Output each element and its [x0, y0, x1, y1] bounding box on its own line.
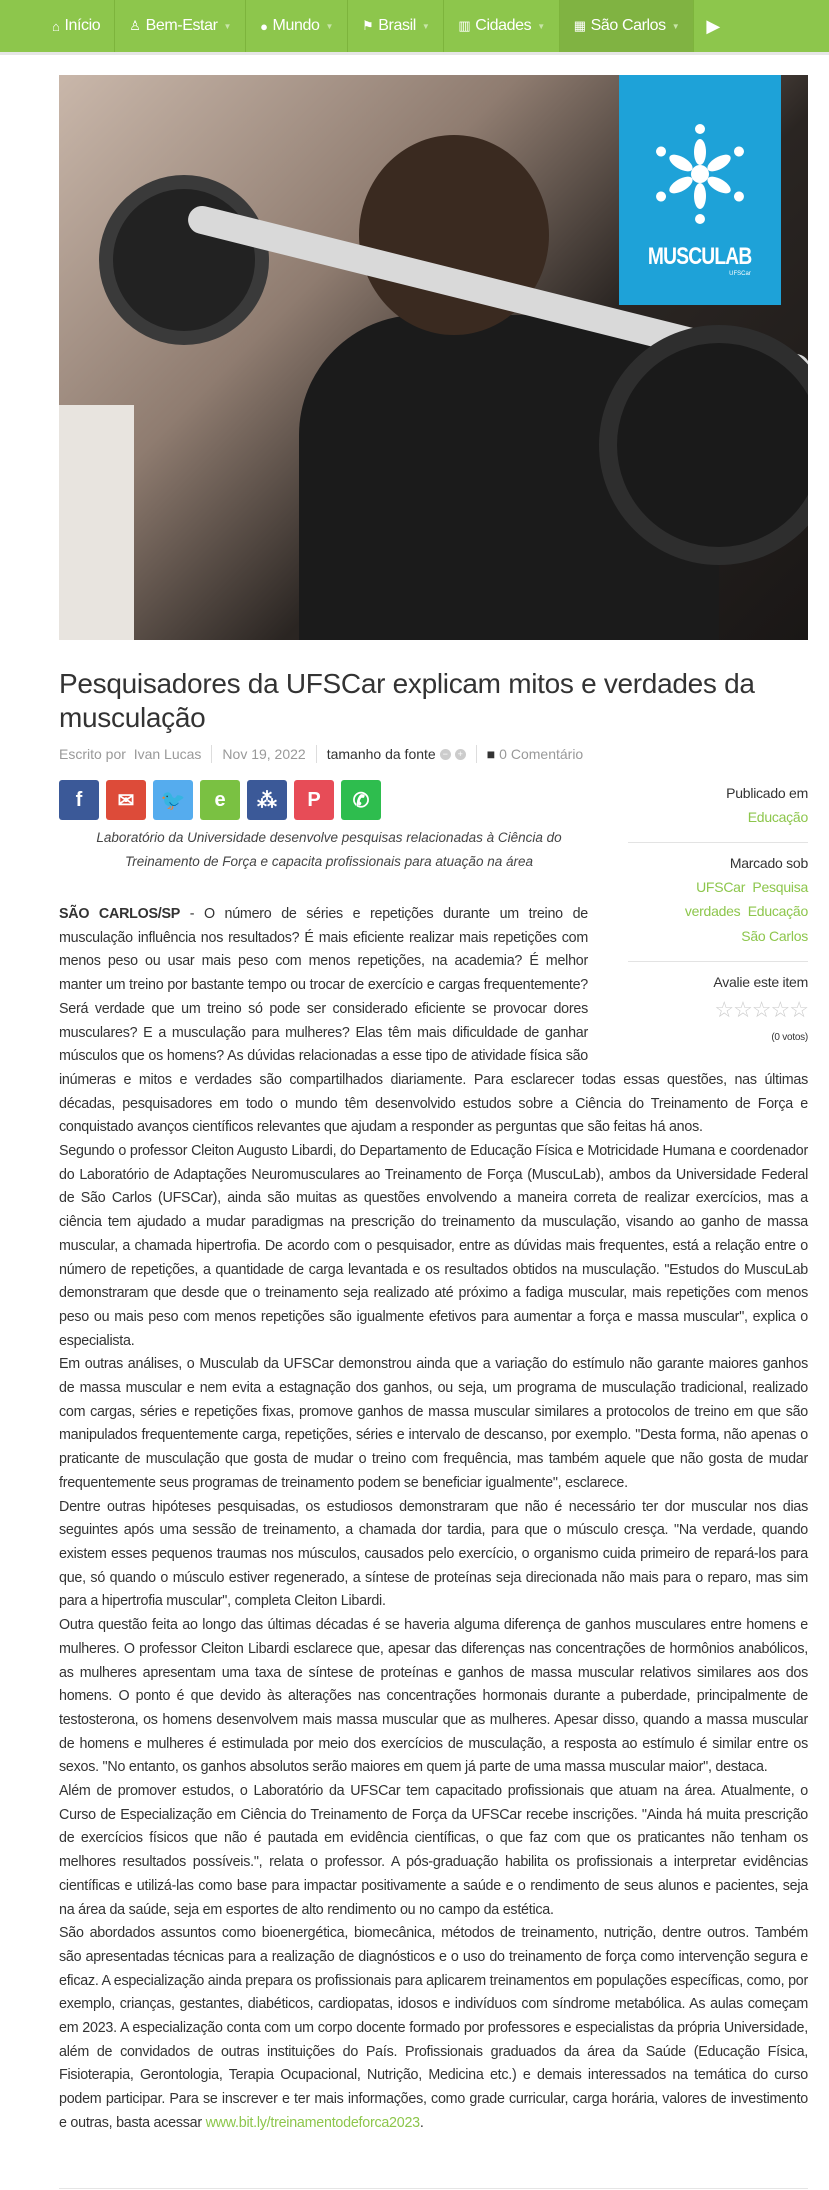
logo-subtext: UFSCar — [729, 271, 751, 277]
share-buttons — [59, 780, 381, 820]
tag-link[interactable]: São Carlos — [741, 928, 808, 945]
comments-link[interactable]: 0 Comentário — [499, 746, 584, 762]
tag-link[interactable]: UFSCar — [696, 878, 746, 895]
logo-text: MUSCULAB — [648, 243, 752, 270]
article-caption: Laboratório da Universidade desenvolve pesquisas relacionadas à Ciência do Treinamento de Força e capacita profissionais para atuação na área — [96, 830, 562, 869]
twitter-icon: 🐦 — [160, 789, 186, 812]
article-date: Nov 19, 2022 — [222, 746, 306, 762]
email-share-button[interactable] — [106, 780, 146, 820]
twitter-share-button[interactable] — [153, 780, 193, 820]
photo-person-leg — [59, 405, 134, 640]
myspace-share-button[interactable] — [247, 780, 287, 820]
nav-item-sao-carlos[interactable]: ▦ São Carlos ▼ — [560, 0, 695, 52]
font-increase-button[interactable]: + — [455, 749, 466, 760]
rating-stars — [628, 998, 808, 1022]
article-meta — [59, 745, 583, 763]
tagged-label: Marcado sob — [729, 854, 808, 871]
category-link[interactable]: Educação — [747, 809, 808, 825]
facebook-share-button[interactable] — [59, 780, 99, 820]
rate-label: Avalie este item — [713, 973, 808, 990]
musculab-logo — [619, 75, 781, 305]
home-icon: ⌂ — [52, 18, 60, 34]
pinterest-icon: P — [307, 788, 321, 811]
building-icon: ▦ — [573, 18, 586, 33]
divider — [211, 745, 212, 763]
paragraph: Em outras análises, o Musculab da UFSCar demonstrou ainda que a variação do estímulo não garante maiores ganhos de massa muscular e nem evita a estagnação dos ganhos, ou seja, um programa de musculação tradicional, realizado com cargas, séries e repetições fixas, promove ganhos de massa muscular similares a protocolos de treino em que são manipulados frequentemente carga, repetições, séries e intervalo de descanso, por exemplo. "Desta forma, não apenas o praticante de musculação que gosta de mudar o treino com frequência, mas também aquele que não gosta de mudar frequentemente seus programas de treinamento podem se beneficiar igualmente", esclarece. — [59, 1356, 808, 1491]
paragraph: Outra questão feita ao longo das últimas décadas é se haveria alguma diferença de ganhos musculares entre homens e mulheres. O professor Cleiton Libardi esclarece que, apesar das diferenças nas concentrações de hormônios anabólicos, as mulheres apresentam uma taxa de síntese de proteínas e ganhos de massa muscular relativos similares aos dos homens. O ponto é que devido às alterações nas concentrações hormonais durante a puberdade, principalmente de testosterona, os homens desenvolvem mais massa muscular que as mulheres. Apesar disso, quando a massa muscular de homens e mulheres é estimulada por meio dos exercícios de musculação, a resposta ao estímulo é similar entre os sexos. "No entanto, os ganhos absolutos serão maiores em quem já parte de uma massa muscular maior", destaca. — [59, 1617, 808, 1776]
nav-item-mundo[interactable]: ● Mundo ▼ — [246, 0, 348, 52]
star-icon[interactable]: ☆ — [751, 996, 771, 1022]
course-link[interactable]: www.bit.ly/treinamentodeforca2023 — [205, 2114, 420, 2131]
article-title: Pesquisadores da UFSCar explicam mitos e verdades da musculação — [59, 668, 755, 733]
star-icon[interactable]: ☆ — [714, 996, 734, 1022]
map-icon: ▥ — [458, 18, 471, 33]
chevron-down-icon: ▼ — [325, 21, 333, 31]
play-arrow-icon: ▶ — [706, 15, 721, 36]
divider — [316, 745, 317, 763]
chevron-down-icon: ▼ — [223, 21, 232, 31]
published-block — [628, 773, 808, 843]
paragraph: Além de promover estudos, o Laboratório da UFSCar tem capacitado profissionais que atuam na área. Atualmente, o Curso de Especialização em Ciência do Treinamento de Força da UFSCar recebe inscrições. "Ainda há muita prescrição de exercícios físicos que não é pautada em evidência científicas, o que faz com que os praticantes não tenham os melhores resultados possíveis.", relata o professor. A pós-graduação habilita os profissionais a interpretar evidências científicas e utilizá-las como base para impactar positivamente a saúde e o rendimento de seus alunos e pacientes, seja na área da saúde, seja em esportes de alto rendimento ou no campo da estética. — [59, 1783, 808, 1918]
evernote-icon: e — [214, 788, 226, 811]
paragraph-text: São abordados assuntos como bioenergética, biomecânica, métodos de treinamento, nutrição, dentre outros. Também são apresentadas técnicas para a realização de diagnósticos e o uso do treinamento de força como intervenção segura e eficaz. A especialização ainda prepara os profissionais para aplicarem treinamentos em populações específicas, como, por exemplo, crianças, gestantes, diabéticos, cardiopatas, idosos e indivíduos com síndrome metabólica. As aulas começam em 2023. A especialização conta com um corpo docente formado por professores e especialistas da própria Universidade, além de convidados de outras instituições do País. Profissionais graduados da área da Saúde (Educação Física, Fisioterapia, Gerontologia, Terapia Ocupacional, Nutrição, Medicina etc.) e demais interessados na temática do curso podem participar. Para se inscrever e ter mais informações, como grade curricular, carga horária, valores de investimento e outras, basta acessar — [59, 1925, 808, 2131]
nav-item-inicio[interactable]: ⌂ Início — [38, 0, 115, 52]
chevron-down-icon: ▼ — [421, 21, 430, 31]
star-icon[interactable]: ☆ — [733, 996, 752, 1022]
rating-block — [628, 962, 808, 1061]
whatsapp-share-button[interactable] — [341, 780, 381, 820]
top-navigation — [0, 0, 829, 55]
email-icon: ✉ — [117, 789, 135, 812]
pinterest-share-button[interactable] — [294, 780, 334, 820]
paragraph: Segundo o professor Cleiton Augusto Libardi, do Departamento de Educação Física e Motricidade Humana e coordenador do Laboratório de Adaptações Neuromusculares ao Treinamento de Força (MuscuLab), ambos da Universidade Federal de São Carlos (UFSCar), ainda são muitas as questões envolvendo a maneira correta de realizar exercícios, mas a ciência tem ajudado a mudar paradigmas na prescrição do treinamento da musculação, visando ao ganho de massa muscular, a chamada hipertrofia. De acordo com o pesquisador, entre as dúvidas mais frequentes, está a relação entre o número de repetições, a quantidade de carga levantada e os resultados obtidos na musculação. "Estudos do MuscuLab demonstraram que desde que o treinamento seja realizado até próximo a fadiga muscular, mais repetições com menos peso ou mais peso com menos repetições são igualmente efetivos para aumentar a força e massa muscular", explica o especialista. — [59, 1143, 808, 1349]
article-sidebar — [628, 773, 808, 1061]
written-by-label: Escrito por — [59, 746, 126, 762]
person-icon: ♙ — [129, 18, 141, 33]
punctuation: . — [419, 2114, 424, 2131]
chevron-down-icon: ▼ — [537, 21, 545, 31]
star-icon[interactable]: ☆ — [770, 996, 790, 1022]
whatsapp-icon: ✆ — [352, 789, 370, 812]
nav-item-brasil[interactable]: ⚑ Brasil ▼ — [348, 0, 444, 52]
photo-weight-plate — [99, 175, 269, 345]
votes-count: (0 votos) — [771, 1031, 808, 1043]
myspace-icon: ⁂ — [257, 789, 277, 812]
divider — [59, 2188, 808, 2189]
tag-link[interactable]: Pesquisa — [752, 878, 808, 895]
dateline: SÃO CARLOS/SP — [59, 906, 181, 922]
flag-icon: ⚑ — [362, 18, 374, 33]
comment-icon: ■ — [486, 746, 496, 762]
nav-more-button[interactable] — [694, 0, 732, 52]
globe-icon: ● — [260, 18, 268, 34]
published-label: Publicado em — [726, 785, 808, 801]
author-name: Ivan Lucas — [133, 746, 202, 762]
article-hero-image — [59, 75, 808, 640]
evernote-share-button[interactable] — [200, 780, 240, 820]
divider — [476, 745, 477, 763]
tags-block — [628, 843, 808, 962]
paragraph: Dentre outras hipóteses pesquisadas, os estudiosos demonstraram que não é necessário ter dor muscular nos dias seguintes após uma sessão de treinamento, a chamada dor tardia, para que o músculo cresça. "Na verdade, quando existem esses pequenos traumas nos músculos, causados pelo exercício, o organismo cuida primeiro de repará-los para que, só quando o músculo estiver regenerado, a síntese de proteínas seja direcionada não mais para o reparo, mas sim para a hipertrofia muscular", completa Cleiton Libardi. — [59, 1498, 808, 1610]
musculab-logo-icon — [650, 119, 750, 229]
lead-text: - O número de séries e repetições durante um treino de musculação influência nos resultados? É mais eficiente realizar mais repetições com menos peso ou usar mais peso com menos repetições, na academia? É melhor manter um treino por bastante tempo ou trocar de exercício e cargas frequentemente? Será verdade que um treino só pode ser considerado eficiente se provocar dores musculares? E a musculação para mulheres? Elas têm mais dificuldade de ganhar músculos que os homens? As dúvidas relacionadas a esse tipo de atividade física são inúmeras e mitos e verdades são compartilhados diariamente. Para esclarecer todas essas questões, nas últimas décadas, pesquisadores em todo o mundo têm desenvolvido estudos sobre a Ciência do Treinamento de Força e conquistado avanços científicos relevantes que ajudam a responder as perguntas que são feitas há anos. — [59, 906, 808, 1136]
tag-link[interactable]: verdades — [684, 903, 741, 920]
facebook-icon: f — [75, 788, 83, 811]
font-decrease-button[interactable]: − — [440, 749, 451, 760]
paragraph — [59, 1922, 808, 2135]
tag-link[interactable]: Educação — [747, 903, 808, 920]
font-size-label: tamanho da fonte — [326, 746, 436, 762]
chevron-down-icon: ▼ — [671, 21, 680, 31]
star-icon[interactable]: ☆ — [789, 996, 808, 1022]
nav-item-cidades[interactable]: ▥ Cidades ▼ — [444, 0, 559, 52]
nav-item-bem-estar[interactable]: ♙ Bem-Estar ▼ — [115, 0, 246, 52]
